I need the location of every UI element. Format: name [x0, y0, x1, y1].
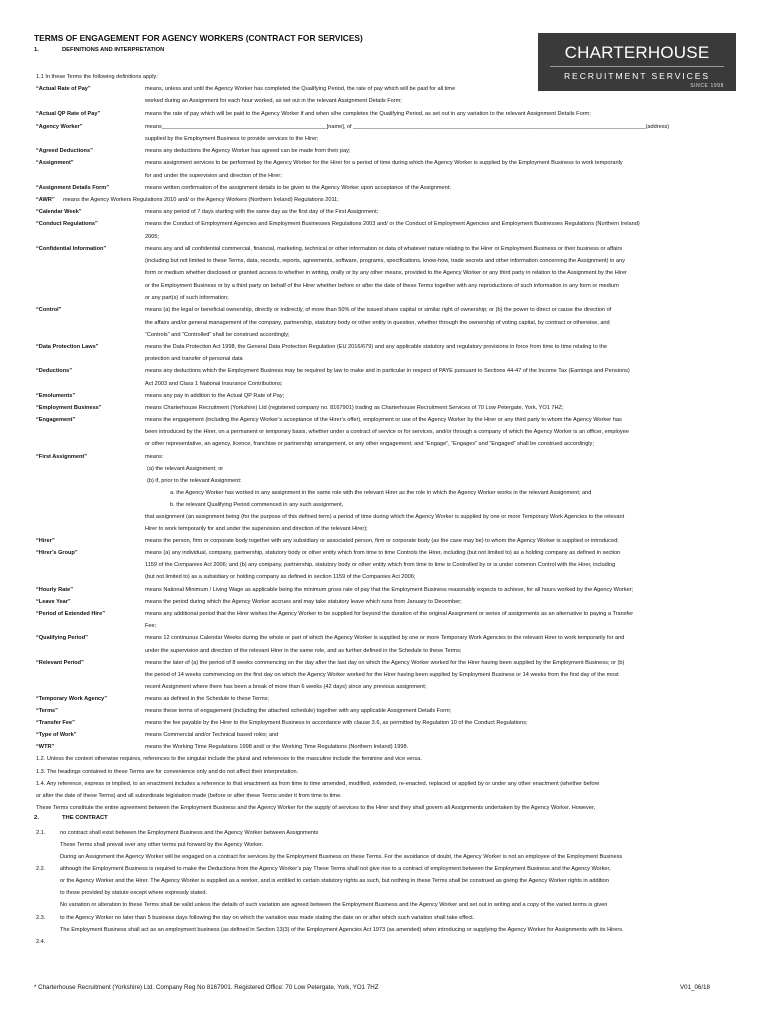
defined-term: “Employment Business”: [36, 405, 102, 411]
defined-term: “WTR”: [36, 744, 55, 750]
text-line: means any and all confidential commercial, financial, marketing, technical or other information or data of whatever nature relating to the Hirer or Employment Business or their business or affairs: [145, 246, 623, 252]
text-line: “Controls” and “Controlled” shall be construed accordingly;: [145, 332, 290, 338]
section-2-heading: THE CONTRACT: [62, 815, 108, 821]
text-line: to the Agency Worker no later than 5 business days following the day on which the variation was made stating the date on or after which such variation shall take effect.: [60, 915, 475, 921]
text-line: or any part(s) of such information;: [145, 295, 229, 301]
text-line: means any period of 7 days starting with the same day as the first day of the First Assignment;: [145, 209, 379, 215]
logo-subtitle: RECRUITMENT SERVICES: [563, 71, 711, 81]
logo-divider: [550, 66, 724, 67]
defined-term: “Type of Work”: [36, 732, 77, 738]
defined-term: “Agency Worker”: [36, 124, 83, 130]
logo-since: SINCE 1998: [690, 83, 724, 89]
defined-term: “Hirer”: [36, 538, 55, 544]
text-line: means the person, firm or corporate body together with any subsidiary or associated person, firm or corporate body (as the case may be) to whom the Agency Worker is supplied or introduced;: [145, 538, 619, 544]
text-line: These Terms constitute the entire agreement between the Employment Business and the Agency Worker for the supply of services to the Hirer and they shall govern all Assignments undertaken by the Agency Worker. However,: [36, 805, 596, 811]
text-line: These Terms shall prevail over any other terms put forward by the Agency Worker.: [60, 842, 264, 848]
text-line: means:: [145, 454, 164, 460]
text-line: means (a) any individual, company, partnership, statutory body or other entity which from time to time Controls the Hirer, including (but not limited to) as a holding company as defined in section: [145, 550, 621, 556]
clause-number: 2.2.: [36, 866, 46, 872]
version-label: V01_06/18: [680, 984, 710, 991]
text-line: b. the relevant Qualifying Period commenced in any such assignment,: [170, 502, 344, 508]
text-line: (a) the relevant Assignment; or: [147, 466, 224, 472]
text-line: means Charterhouse Recruitment (Yorkshire) Ltd (registered company no. 8167901) trading as Charterhouse Recruitment Services of 70 Low Petergate, York, YO1 7HZ;: [145, 405, 564, 411]
text-line: 1159 of the Companies Act 2006; and (b) any company, partnership, statutory body or other entity which from time to time is Controlled by or is under common Control with the Hirer, including: [145, 562, 616, 568]
text-line: no contract shall exist between the Employment Business and the Agency Worker between Assignments: [60, 830, 319, 836]
clause-number: 2.1.: [36, 830, 46, 836]
text-line: means the Data Protection Act 1998, the General Data Protection Regulation (EU 2016/679) and any applicable statutory and regulatory provisions in force from time to time relating to the: [145, 344, 608, 350]
section-1-number: 1.: [34, 47, 39, 53]
text-line: means the Conduct of Employment Agencies and Employment Businesses Regulations 2003 and/ or the Conduct of Employment Agencies and Employment Businesses Regulations (Northern Ireland): [145, 221, 640, 227]
defined-term: “Engagement”: [36, 417, 76, 423]
text-line: worked during an Assignment for each hour worked, as set out in the relevant Assignment Details Form;: [145, 98, 402, 104]
text-line: means any deductions which the Employment Business may be required by law to make and in particular in respect of PAYE pursuant to Sections 44-47 of the Income Tax (Earnings and Pensions): [145, 368, 630, 374]
text-line: means National Minimum / Living Wage as applicable being the minimum gross rate of pay that the Employment Business reasonably expects to achieve, for all hours worked by the Agency Worker;: [145, 587, 634, 593]
text-line: means the period during which the Agency Worker accrues and may take statutory leave which runs from January to December;: [145, 599, 462, 605]
defined-term: “Deductions”: [36, 368, 73, 374]
defined-term: “Relevant Period”: [36, 660, 84, 666]
text-line: recent Assignment where there has been a break of more than 6 weeks (42 days) since any previous assignment;: [145, 684, 427, 690]
text-line: protection and transfer of personal data: [145, 356, 243, 362]
text-line: supplied by the Employment Business to provide services to the Hirer;: [145, 136, 319, 142]
text-line: to those provided by statute except where expressly stated.: [60, 890, 208, 896]
defined-term: “First Assignment”: [36, 454, 88, 460]
text-line: 1.3. The headings contained in these Terms are for convenience only and do not affect their interpretation.: [36, 769, 299, 775]
text-line: or the Employment Business or by a third party on behalf of the Hirer whether before or after the date of these Terms together with any reproductions of such information in any form or medium: [145, 283, 619, 289]
defined-term: “Qualifying Period”: [36, 635, 88, 641]
section-1-heading: DEFINITIONS AND INTERPRETATION: [62, 47, 165, 53]
clause-number: 2.4.: [36, 939, 46, 945]
text-line: Hirer to work temporarily for and under the supervision and direction of the relevant Hirer);: [145, 526, 368, 532]
text-line: form or medium whether disclosed or granted access to whether in writing, orally or by any other means, provided to the Agency Worker or any third party in relation to the Assignment by the Hirer: [145, 270, 627, 276]
text-line: although the Employment Business is required to make the Deductions from the Agency Worker’s pay These Terms shall not give rise to a contract of employment between the Employment Business and the Agency Worker,: [60, 866, 611, 872]
text-line: for and under the supervision and direction of the Hirer;: [145, 173, 282, 179]
text-line: means the fee payable by the Hirer to the Employment Business in accordance with clause 3.6, as permitted by Regulation 10 of the Conduct Regulations;: [145, 720, 528, 726]
text-line: a. the Agency Worker has worked in any assignment in the same role with the relevant Hirer as the role in which the Agency Worker works in the relevant Assignment; and: [170, 490, 592, 496]
text-line: the period of 14 weeks commencing on the first day on which the Agency Worker worked for the Hirer having been supplied by Employment Business or 14 weeks from the first day of the most: [145, 672, 619, 678]
text-line: means the later of (a) the period of 8 weeks commencing on the day after the last day on which the Agency Worker worked for the Hirer having been supplied by the Employment Business; or (b): [145, 660, 625, 666]
text-line: means the engagement (including the Agency Worker’s acceptance of the Hirer’s offer), employment or use of the Agency Worker by the Hirer or any third party to whom the Agency Worker has: [145, 417, 622, 423]
text-line: that assignment (an assignment being (for the purpose of this defined term) a period of time during which the Agency Worker is supplied by one or more Temporary Work Agencies to the relevant: [145, 514, 625, 520]
text-line: 1.1 In these Terms the following definitions apply:: [36, 74, 158, 80]
defined-term: “Agreed Deductions”: [36, 148, 93, 154]
defined-term: “Transfer Fee”: [36, 720, 75, 726]
text-line: means 12 continuous Calendar Weeks during the whole or part of which the Agency Worker is supplied by one or more Temporary Work Agencies to the relevant Hirer to work temporarily for and: [145, 635, 625, 641]
text-line: means any additional period that the Hirer wishes the Agency Worker to be supplied for beyond the duration of the original Assignment or series of assignments as an alternative to paying a Transfer: [145, 611, 634, 617]
text-line: means Commercial and/or Technical based roles; and: [145, 732, 279, 738]
defined-term: “Calendar Week”: [36, 209, 82, 215]
defined-term: “Assignment”: [36, 160, 74, 166]
defined-term: “Period of Extended Hire”: [36, 611, 106, 617]
defined-term: “Leave Year”: [36, 599, 71, 605]
text-line: means written confirmation of the assignment details to be given to the Agency Worker upon acceptance of the Assignment;: [145, 185, 451, 191]
footer-company-info: * Charterhouse Recruitment (Yorkshire) Ltd. Company Reg No 8167901. Registered Office: 70 Low Petergate, York, YO1 7HZ: [34, 984, 379, 991]
defined-term: “Actual QP Rate of Pay”: [36, 111, 101, 117]
text-line: or the Agency Worker and the Hirer. The Agency Worker is supplied as a worker, and is entitled to certain statutory rights as such, but nothing in these Terms shall be construed as giving the Agency Worker rights in addition: [60, 878, 609, 884]
text-line: means these terms of engagement (including the attached schedule) together with any applicable Assignment Details Form;: [145, 708, 452, 714]
text-line: Fee;: [145, 623, 157, 629]
defined-term: “Assignment Details Form”: [36, 185, 110, 191]
defined-term: “Confidential Information”: [36, 246, 107, 252]
defined-term: “Control”: [36, 307, 62, 313]
logo-wordmark: CHARTERHOUSE: [564, 43, 710, 62]
text-line: means_____________________________________________________[name], of ______________________________________________________________________________________________(address): [145, 124, 670, 130]
text-line: means assignment services to be performed by the Agency Worker for the Hirer for a period of time during which the Agency Worker is supplied by the Employment Business to work temporarily: [145, 160, 623, 166]
defined-term: “AWR”: [36, 197, 55, 203]
text-line: means (a) the legal or beneficial ownership, directly or indirectly, of more than 50% of the issued share capital or similar right of ownership; or (b) the power to direct or cause the direction of: [145, 307, 612, 313]
defined-term: “Conduct Regulations”: [36, 221, 98, 227]
text-line: means the Working Time Regulations 1998 and/ or the Working Time Regulations (Northern Ireland) 1998.: [145, 744, 409, 750]
defined-term: “Hirer’s Group”: [36, 550, 78, 556]
text-line: The Employment Business shall act as an employment business (as defined in Section 13(3) of the Employment Agencies Act 1973 (as amended) when introducing or supplying the Agency Worker for Assignments with its Hirers.: [60, 927, 624, 933]
defined-term: “Emoluments”: [36, 393, 76, 399]
text-line: Act 2003 and Class 1 National Insurance Contributions;: [145, 381, 283, 387]
text-line: means the rate of pay which will be paid to the Agency Worker if and when s/he completes the Qualifying Period, as set out in any variation to the relevant Assignment Details Form;: [145, 111, 591, 117]
section-2-number: 2.: [34, 815, 39, 821]
text-line: been introduced by the Hirer, on a permanent or temporary basis, whether under a contract of service or for services, and/or through a company of which the Agency Worker is an officer, employee: [145, 429, 629, 435]
text-line: 1.2. Unless the context otherwise requires, references to the singular include the plural and references to the masculine include the feminine and vice versa.: [36, 756, 422, 762]
text-line: means, unless and until the Agency Worker has completed the Qualifying Period, the rate of pay which will be paid for all time: [145, 86, 456, 92]
text-line: or after the date of these Terms) and all subordinate legislation made (before or after these Terms under it from time to time.: [36, 793, 342, 799]
text-line: means the Agency Workers Regulations 2010 and/ or the Agency Workers (Northern Ireland) Regulations 2011;: [63, 197, 339, 203]
clause-number: 2.3.: [36, 915, 46, 921]
charterhouse-logo: [538, 33, 736, 91]
text-line: 2005;: [145, 234, 159, 240]
text-line: under the supervision and direction of the relevant Hirer in the same role, and as further defined in the Schedule to these Terms;: [145, 648, 462, 654]
text-line: means any pay in addition to the Actual QP Rate of Pay;: [145, 393, 285, 399]
text-line: the affairs and/or general management of the company, partnership, statutory body or other entity in question, whether through the ownership of voting capital, by contract or otherwise, and: [145, 320, 610, 326]
defined-term: “Hourly Rate”: [36, 587, 73, 593]
text-line: No variation or alteration to these Terms shall be valid unless the details of such variation are agreed between the Employment Business and the Agency Worker and set out in writing and a copy of the varied terms is given: [60, 902, 608, 908]
text-line: or other representative, an agency, licence, franchise or partnership arrangement, or any other engagement; and “Engage”, “Engages” and “Engaged” shall be construed accordingly;: [145, 441, 594, 447]
text-line: During an Assignment the Agency Worker will be engaged on a contract for services by the Employment Business on these Terms. For the avoidance of doubt, the Agency Worker is not an employee of the Employment Business: [60, 854, 623, 860]
document-title: TERMS OF ENGAGEMENT FOR AGENCY WORKERS (CONTRACT FOR SERVICES): [34, 33, 363, 43]
text-line: (but not limited to) as a subsidiary or holding company as defined in section 1159 of the Companies Act 2006;: [145, 574, 416, 580]
defined-term: “Terms”: [36, 708, 58, 714]
text-line: 1.4. Any reference, express or implied, to an enactment includes a reference to that enactment as from time to time amended, modified, extended, re-enacted, replaced or applied by or under any other enactment (whether before: [36, 781, 600, 787]
text-line: means any deductions the Agency Worker has agreed can be made from their pay;: [145, 148, 351, 154]
defined-term: “Temporary Work Agency”: [36, 696, 108, 702]
text-line: (including but not limited to these Terms, data, records, reports, agreements, software, programs, specifications, know-how, trade secrets and other information concerning the Assignment) in any: [145, 258, 625, 264]
defined-term: “Actual Rate of Pay”: [36, 86, 91, 92]
text-line: (b) if, prior to the relevant Assignment:: [147, 478, 242, 484]
text-line: means as defined in the Schedule to these Terms;: [145, 696, 269, 702]
defined-term: “Data Protection Laws”: [36, 344, 99, 350]
